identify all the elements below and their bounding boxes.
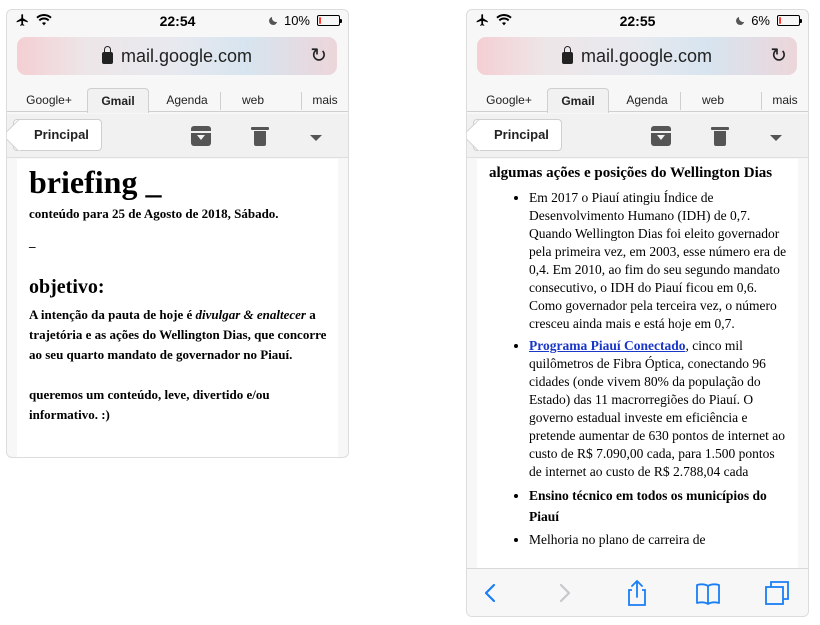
safari-bottom-toolbar — [467, 568, 808, 616]
back-button-label: Principal — [34, 127, 89, 142]
tab-google-plus[interactable]: Google+ — [26, 93, 72, 107]
battery-icon — [777, 15, 800, 26]
archive-icon[interactable] — [651, 126, 671, 146]
email-subtitle: conteúdo para 25 de Agosto de 2018, Sábado. — [29, 206, 279, 221]
back-to-inbox-button[interactable] — [13, 119, 102, 151]
back-button-label: Principal — [494, 127, 549, 142]
list-item: • Programa Piauí Conectado, cinco mil quilômetros de Fibra Óptica, conectando 96 cidades (onde vivem 80% da população do Estado) das 11 macrorregiões do Piauí. O governo estadual investe em eficiência e pretende aumentar de 630 pontos de internet ao custo de R$ 7.090,00 cada, para 1.500 pontos de internet ao custo de R$ 2.788,04 cada — [529, 337, 788, 481]
list-item: • Ensino técnico em todos os municípios do Piauí — [529, 485, 788, 527]
email-title: briefing _ — [29, 164, 162, 200]
chevron-right-icon[interactable] — [550, 579, 578, 607]
reload-icon[interactable]: ↻ — [310, 45, 327, 67]
email-heading: objetivo: — [29, 276, 105, 298]
tab-web[interactable]: web — [241, 93, 264, 107]
program-link[interactable]: Programa Piauí Conectado — [529, 338, 686, 353]
share-icon[interactable] — [623, 579, 651, 607]
tab-web[interactable]: web — [701, 93, 724, 107]
tab-gmail[interactable]: Gmail — [87, 88, 149, 113]
status-bar — [7, 10, 348, 34]
trash-icon[interactable] — [712, 126, 728, 146]
lock-icon — [102, 52, 113, 64]
bookmarks-icon[interactable] — [694, 579, 722, 607]
email-body — [477, 159, 798, 569]
url-text: mail.google.com — [580, 45, 713, 66]
phone-screen-right — [466, 9, 809, 617]
google-tabs — [7, 88, 348, 112]
moon-icon — [268, 15, 279, 26]
chevron-left-icon[interactable] — [477, 579, 505, 607]
status-bar — [467, 10, 808, 34]
tab-mais[interactable]: mais — [772, 93, 798, 107]
tab-agenda[interactable]: Agenda — [626, 93, 668, 107]
tabs-icon[interactable] — [763, 579, 791, 607]
moon-icon — [735, 15, 746, 26]
tab-mais[interactable]: mais — [312, 93, 338, 107]
email-body — [17, 159, 338, 457]
email-paragraph: A intenção da pauta de hoje é divulgar & enaltecer a trajetória e as ações do Wellington Dias, que concorre ao seu quarto mandato de governador no Piauí. — [29, 307, 327, 362]
reload-icon[interactable]: ↻ — [770, 45, 787, 67]
back-to-inbox-button[interactable] — [473, 119, 562, 151]
address-bar[interactable] — [477, 37, 797, 75]
email-paragraph-2: queremos um conteúdo, leve, divertido e/ou informativo. :) — [29, 387, 270, 422]
email-separator: _ — [29, 234, 36, 249]
url-text: mail.google.com — [120, 45, 253, 66]
battery-icon — [317, 15, 340, 26]
status-time: 22:55 — [619, 13, 656, 29]
tab-google-plus[interactable]: Google+ — [486, 93, 532, 107]
tab-agenda[interactable]: Agenda — [166, 93, 208, 107]
chevron-down-icon[interactable] — [770, 135, 782, 141]
archive-icon[interactable] — [191, 126, 211, 146]
trash-icon[interactable] — [252, 126, 268, 146]
list-item: • Em 2017 o Piauí atingiu Índice de Desenvolvimento Humano (IDH) de 0,7. Quando Wellington Dias foi eleito governador pela primeira vez, em 2003, esse número era de 0,4. Em 2010, ao fim do seu segundo mandato consecutivo, o IDH do Piauí ficou em 0,6. Como governador pela terceira vez, o número cresceu ainda mais e está hoje em 0,7. — [529, 189, 788, 333]
phone-screen-left — [6, 9, 349, 458]
address-bar[interactable] — [17, 37, 337, 75]
battery-percent: 10% — [283, 13, 310, 28]
gmail-toolbar — [7, 114, 348, 158]
battery-percent: 6% — [751, 13, 770, 28]
email-heading: algumas ações e posições do Wellington Dias — [489, 165, 773, 181]
email-bullet-list — [489, 189, 788, 549]
tab-gmail[interactable]: Gmail — [547, 88, 609, 113]
lock-icon — [562, 52, 573, 64]
google-tabs — [467, 88, 808, 112]
chevron-down-icon[interactable] — [310, 135, 322, 141]
gmail-toolbar — [467, 114, 808, 158]
list-item: • Melhoria no plano de carreira de — [529, 531, 788, 549]
status-time: 22:54 — [159, 13, 196, 29]
